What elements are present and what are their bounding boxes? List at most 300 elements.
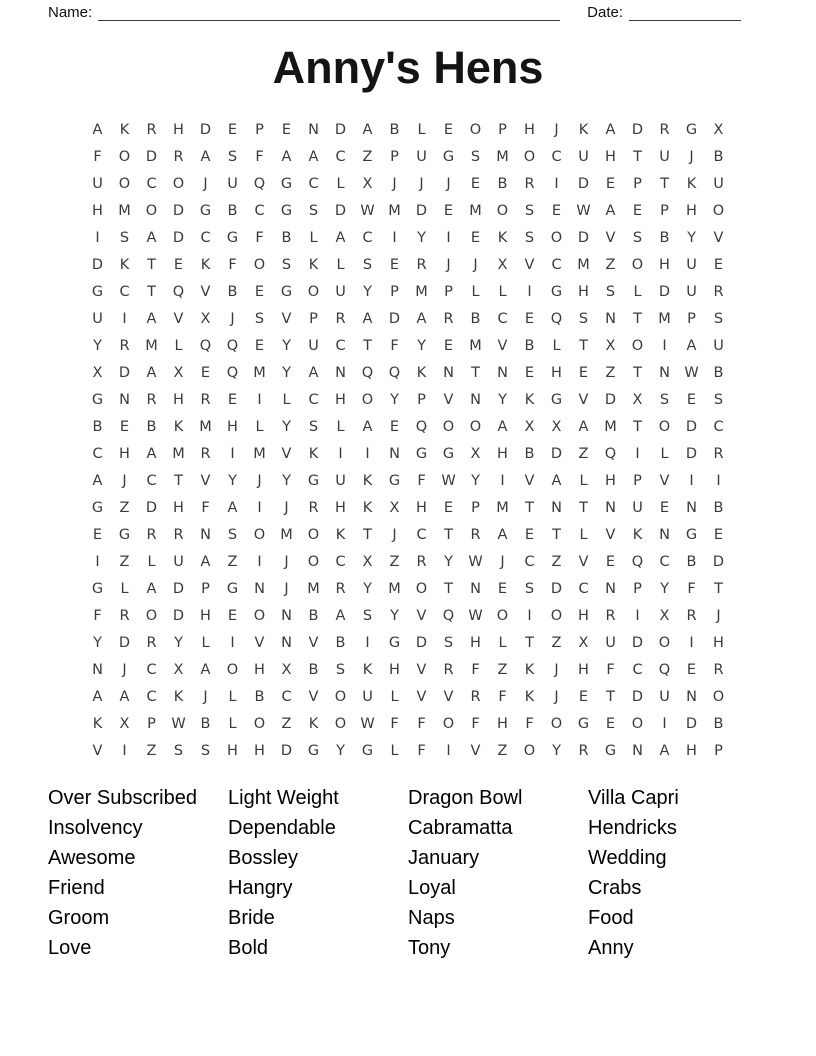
grid-letter: O	[550, 608, 563, 624]
grid-letter: A	[146, 230, 157, 246]
grid-letter: E	[227, 122, 238, 138]
grid-letter: C	[335, 149, 346, 165]
grid-letter: H	[578, 662, 589, 678]
grid-letter: X	[362, 554, 373, 570]
grid-letter: Y	[282, 473, 291, 489]
grid-letter: N	[119, 392, 130, 408]
grid-letter: U	[227, 176, 238, 192]
grid-letter: Q	[415, 419, 428, 435]
grid-letter: Q	[388, 365, 401, 381]
grid-letter: V	[713, 230, 724, 246]
grid-letter: T	[444, 581, 453, 597]
grid-letter: H	[254, 662, 265, 678]
grid-letter: T	[633, 419, 642, 435]
grid-letter: E	[578, 689, 589, 705]
grid-letter: M	[658, 311, 671, 327]
grid-letter: O	[145, 203, 158, 219]
grid-letter: M	[253, 446, 266, 462]
grid-letter: I	[689, 473, 694, 489]
grid-letter: H	[173, 122, 184, 138]
grid-letter: F	[390, 716, 399, 732]
grid-letter: L	[174, 338, 183, 354]
grid-letter: Z	[389, 554, 400, 570]
grid-letter: A	[308, 365, 319, 381]
grid-letter: Y	[552, 743, 561, 759]
grid-letter: E	[200, 365, 211, 381]
grid-letter: P	[444, 284, 453, 300]
word-item: Cabramatta	[408, 817, 513, 839]
grid-letter: F	[498, 689, 507, 705]
grid-letter: L	[633, 284, 642, 300]
word-item: Wedding	[588, 847, 667, 869]
grid-letter: G	[199, 203, 212, 219]
grid-row	[84, 225, 732, 252]
grid-letter: Q	[226, 338, 239, 354]
grid-letter: T	[714, 581, 723, 597]
grid-letter: S	[443, 635, 454, 651]
grid-letter: R	[416, 554, 427, 570]
grid-letter: R	[200, 446, 211, 462]
grid-letter: N	[686, 689, 697, 705]
grid-letter: Z	[146, 743, 157, 759]
grid-letter: P	[255, 122, 264, 138]
grid-letter: I	[716, 473, 721, 489]
grid-letter: B	[713, 365, 724, 381]
grid-letter: I	[662, 338, 667, 354]
grid-letter: D	[631, 635, 644, 651]
grid-letter: C	[632, 662, 643, 678]
grid-letter: L	[282, 392, 291, 408]
grid-letter: Z	[605, 257, 616, 273]
grid-letter: L	[336, 176, 345, 192]
grid-letter: V	[254, 635, 265, 651]
grid-letter: H	[605, 473, 616, 489]
grid-letter: W	[684, 365, 699, 381]
grid-letter: F	[228, 257, 237, 273]
grid-letter: C	[578, 581, 589, 597]
grid-letter: I	[338, 446, 343, 462]
grid-letter: K	[524, 392, 535, 408]
grid-letter: F	[471, 662, 480, 678]
grid-letter: D	[172, 230, 185, 246]
grid-letter: C	[119, 284, 130, 300]
grid-letter: N	[200, 527, 211, 543]
word-item: Bold	[228, 937, 269, 959]
grid-letter: A	[335, 608, 346, 624]
grid-letter: V	[470, 743, 481, 759]
grid-letter: O	[361, 392, 374, 408]
grid-letter: N	[605, 581, 616, 597]
grid-letter: Y	[660, 581, 669, 597]
grid-letter: N	[659, 365, 670, 381]
grid-letter: P	[471, 500, 480, 516]
grid-letter: T	[633, 311, 642, 327]
grid-letter: F	[201, 500, 210, 516]
grid-letter: Y	[390, 608, 399, 624]
grid-letter: K	[686, 176, 697, 192]
grid-letter: C	[146, 662, 157, 678]
grid-letter: R	[146, 392, 157, 408]
grid-letter: O	[550, 230, 563, 246]
grid-letter: U	[713, 338, 724, 354]
grid-letter: T	[552, 527, 561, 543]
grid-letter: H	[200, 608, 211, 624]
grid-letter: B	[92, 419, 103, 435]
grid-letter: F	[525, 716, 534, 732]
grid-letter: V	[308, 635, 319, 651]
grid-letter: S	[200, 743, 211, 759]
grid-letter: C	[146, 689, 157, 705]
grid-letter: L	[498, 284, 507, 300]
grid-letter: D	[199, 122, 212, 138]
grid-letter: E	[605, 716, 616, 732]
grid-letter: G	[550, 284, 563, 300]
grid-letter: I	[230, 635, 235, 651]
word-item: Dragon Bowl	[408, 787, 523, 809]
grid-letter: I	[446, 230, 451, 246]
grid-letter: B	[470, 311, 481, 327]
grid-letter: U	[308, 338, 319, 354]
grid-letter: S	[362, 608, 373, 624]
grid-letter: A	[497, 419, 508, 435]
grid-letter: E	[470, 176, 481, 192]
grid-letter: O	[523, 743, 536, 759]
grid-row	[84, 117, 732, 144]
grid-letter: J	[419, 176, 424, 192]
grid-letter: S	[524, 203, 535, 219]
grid-letter: O	[226, 662, 239, 678]
grid-letter: A	[362, 419, 373, 435]
grid-letter: B	[200, 716, 211, 732]
grid-letter: I	[392, 230, 397, 246]
grid-letter: T	[363, 338, 372, 354]
grid-letter: H	[416, 500, 427, 516]
grid-letter: N	[389, 446, 400, 462]
grid-letter: O	[523, 149, 536, 165]
grid-letter: O	[253, 716, 266, 732]
grid-letter: U	[362, 689, 373, 705]
grid-letter: V	[200, 473, 211, 489]
grid-letter: I	[662, 716, 667, 732]
grid-letter: F	[417, 473, 426, 489]
grid-letter: H	[173, 392, 184, 408]
grid-letter: M	[496, 149, 509, 165]
grid-letter: D	[388, 311, 401, 327]
grid-letter: S	[308, 419, 319, 435]
grid-letter: B	[254, 689, 265, 705]
grid-letter: M	[307, 581, 320, 597]
grid-letter: V	[416, 662, 427, 678]
grid-letter: Z	[119, 500, 130, 516]
grid-letter: O	[712, 203, 725, 219]
grid-letter: R	[173, 149, 184, 165]
grid-letter: H	[686, 743, 697, 759]
grid-letter: L	[498, 635, 507, 651]
grid-letter: A	[200, 554, 211, 570]
grid-letter: M	[145, 338, 158, 354]
word-item: Light Weight	[228, 787, 339, 809]
grid-letter: Z	[227, 554, 238, 570]
grid-letter: D	[577, 176, 590, 192]
grid-letter: J	[500, 554, 505, 570]
grid-letter: S	[173, 743, 184, 759]
grid-letter: Y	[282, 419, 291, 435]
grid-letter: D	[712, 554, 725, 570]
grid-letter: R	[713, 446, 724, 462]
grid-letter: S	[254, 311, 265, 327]
grid-letter: G	[226, 581, 239, 597]
grid-letter: O	[172, 176, 185, 192]
grid-letter: M	[118, 203, 131, 219]
page-title: Anny's Hens	[272, 42, 544, 93]
grid-letter: H	[551, 365, 562, 381]
word-item: Bossley	[228, 847, 299, 869]
grid-letter: G	[280, 284, 293, 300]
word-item: Tony	[408, 937, 451, 959]
grid-letter: B	[497, 176, 508, 192]
grid-letter: Y	[93, 635, 102, 651]
grid-letter: R	[578, 743, 589, 759]
grid-letter: S	[578, 311, 589, 327]
grid-letter: Q	[442, 608, 455, 624]
grid-letter: C	[146, 473, 157, 489]
grid-letter: G	[604, 743, 617, 759]
grid-letter: U	[578, 149, 589, 165]
grid-letter: Y	[174, 635, 183, 651]
grid-letter: V	[281, 446, 292, 462]
grid-letter: E	[686, 662, 697, 678]
grid-letter: A	[416, 311, 427, 327]
grid-row	[84, 360, 732, 387]
grid-letter: N	[443, 365, 454, 381]
grid-letter: E	[578, 365, 589, 381]
grid-letter: J	[284, 554, 289, 570]
grid-letter: J	[122, 662, 127, 678]
grid-letter: V	[416, 608, 427, 624]
grid-letter: H	[686, 203, 697, 219]
grid-letter: R	[335, 581, 346, 597]
grid-letter: J	[284, 500, 289, 516]
grid-letter: E	[497, 581, 508, 597]
grid-letter: T	[363, 527, 372, 543]
grid-letter: P	[633, 581, 642, 597]
grid-letter: S	[470, 149, 481, 165]
grid-letter: E	[659, 500, 670, 516]
grid-letter: R	[524, 176, 535, 192]
word-item: Love	[48, 937, 92, 959]
grid-letter: E	[119, 419, 130, 435]
grid-letter: T	[525, 635, 534, 651]
grid-letter: A	[146, 365, 157, 381]
grid-letter: X	[605, 338, 616, 354]
grid-letter: N	[686, 500, 697, 516]
grid-letter: M	[172, 446, 185, 462]
grid-letter: K	[362, 473, 373, 489]
grid-letter: C	[551, 149, 562, 165]
grid-letter: R	[146, 527, 157, 543]
word-item: Hangry	[228, 877, 293, 899]
grid-letter: O	[496, 203, 509, 219]
grid-letter: E	[254, 338, 265, 354]
grid-letter: G	[118, 527, 131, 543]
grid-letter: B	[713, 149, 724, 165]
grid-row	[84, 738, 732, 765]
grid-row	[84, 711, 732, 738]
grid-letter: E	[443, 122, 454, 138]
grid-letter: C	[335, 338, 346, 354]
grid-letter: O	[253, 608, 266, 624]
grid-letter: Y	[228, 473, 237, 489]
grid-letter: I	[365, 446, 370, 462]
grid-letter: I	[635, 446, 640, 462]
grid-letter: W	[171, 716, 186, 732]
grid-letter: E	[605, 554, 616, 570]
grid-letter: H	[605, 149, 616, 165]
grid-letter: C	[146, 176, 157, 192]
grid-letter: K	[497, 230, 508, 246]
grid-letter: G	[280, 176, 293, 192]
grid-letter: A	[335, 230, 346, 246]
grid-letter: O	[253, 257, 266, 273]
grid-letter: M	[415, 284, 428, 300]
grid-row	[84, 171, 732, 198]
grid-letter: E	[524, 311, 535, 327]
grid-letter: D	[604, 392, 617, 408]
grid-letter: O	[442, 419, 455, 435]
grid-letter: X	[389, 500, 400, 516]
grid-letter: L	[336, 419, 345, 435]
grid-letter: J	[392, 527, 397, 543]
grid-letter: A	[578, 419, 589, 435]
grid-letter: D	[685, 446, 698, 462]
grid-letter: W	[468, 554, 483, 570]
grid-letter: I	[122, 743, 127, 759]
grid-letter: E	[605, 176, 616, 192]
grid-letter: I	[446, 743, 451, 759]
grid-letter: L	[390, 743, 399, 759]
grid-letter: A	[686, 338, 697, 354]
grid-letter: E	[524, 365, 535, 381]
grid-letter: E	[632, 203, 643, 219]
grid-letter: H	[713, 635, 724, 651]
grid-letter: R	[173, 527, 184, 543]
grid-letter: U	[632, 500, 643, 516]
grid-letter: A	[146, 581, 157, 597]
grid-letter: K	[416, 365, 427, 381]
grid-letter: T	[174, 473, 183, 489]
grid-letter: Q	[658, 662, 671, 678]
grid-letter: S	[524, 581, 535, 597]
grid-letter: O	[334, 716, 347, 732]
grid-letter: S	[308, 203, 319, 219]
grid-letter: D	[145, 500, 158, 516]
grid-letter: A	[362, 122, 373, 138]
grid-letter: H	[254, 743, 265, 759]
grid-letter: I	[500, 473, 505, 489]
grid-letter: E	[254, 284, 265, 300]
grid-letter: M	[253, 365, 266, 381]
grid-letter: X	[497, 257, 508, 273]
grid-letter: R	[470, 527, 481, 543]
grid-letter: S	[713, 392, 724, 408]
grid-letter: Y	[471, 473, 480, 489]
grid-row	[84, 387, 732, 414]
grid-letter: R	[119, 608, 130, 624]
grid-letter: O	[469, 419, 482, 435]
grid-letter: T	[660, 176, 669, 192]
grid-letter: T	[633, 149, 642, 165]
grid-letter: K	[92, 716, 103, 732]
grid-letter: X	[524, 419, 535, 435]
grid-row	[84, 333, 732, 360]
grid-letter: C	[659, 554, 670, 570]
grid-letter: H	[578, 284, 589, 300]
grid-letter: Y	[444, 554, 453, 570]
grid-letter: F	[417, 716, 426, 732]
grid-letter: T	[525, 500, 534, 516]
grid-letter: V	[497, 338, 508, 354]
grid-letter: S	[632, 230, 643, 246]
grid-letter: B	[389, 122, 400, 138]
grid-letter: D	[334, 122, 347, 138]
grid-letter: K	[173, 689, 184, 705]
grid-letter: Y	[390, 392, 399, 408]
grid-letter: K	[524, 689, 535, 705]
grid-letter: A	[146, 311, 157, 327]
grid-letter: U	[659, 689, 670, 705]
grid-letter: R	[470, 689, 481, 705]
grid-letter: R	[146, 635, 157, 651]
grid-letter: C	[524, 554, 535, 570]
grid-letter: R	[416, 257, 427, 273]
grid-letter: N	[281, 608, 292, 624]
grid-letter: J	[203, 176, 208, 192]
word-column	[48, 783, 228, 963]
grid-letter: L	[579, 473, 588, 489]
grid-row	[84, 468, 732, 495]
grid-letter: P	[714, 743, 723, 759]
grid-letter: P	[390, 284, 399, 300]
grid-letter: M	[469, 338, 482, 354]
grid-letter: P	[687, 311, 696, 327]
grid-letter: U	[416, 149, 427, 165]
word-column	[228, 783, 408, 963]
grid-letter: Y	[363, 581, 372, 597]
grid-letter: I	[122, 311, 127, 327]
grid-letter: C	[281, 689, 292, 705]
grid-letter: B	[227, 284, 238, 300]
grid-letter: U	[92, 311, 103, 327]
grid-letter: V	[578, 554, 589, 570]
grid-letter: W	[360, 203, 375, 219]
grid-letter: V	[443, 689, 454, 705]
grid-letter: N	[470, 392, 481, 408]
grid-letter: V	[524, 257, 535, 273]
grid-letter: K	[308, 257, 319, 273]
grid-row	[84, 630, 732, 657]
grid-letter: F	[471, 716, 480, 732]
grid-letter: N	[551, 500, 562, 516]
grid-letter: U	[659, 149, 670, 165]
word-item: Hendricks	[588, 817, 677, 839]
grid-letter: I	[257, 500, 262, 516]
grid-letter: Z	[605, 365, 616, 381]
word-item: Anny	[588, 937, 634, 959]
grid-letter: R	[659, 122, 670, 138]
grid-letter: O	[712, 689, 725, 705]
grid-letter: J	[446, 176, 451, 192]
grid-letter: G	[91, 581, 104, 597]
